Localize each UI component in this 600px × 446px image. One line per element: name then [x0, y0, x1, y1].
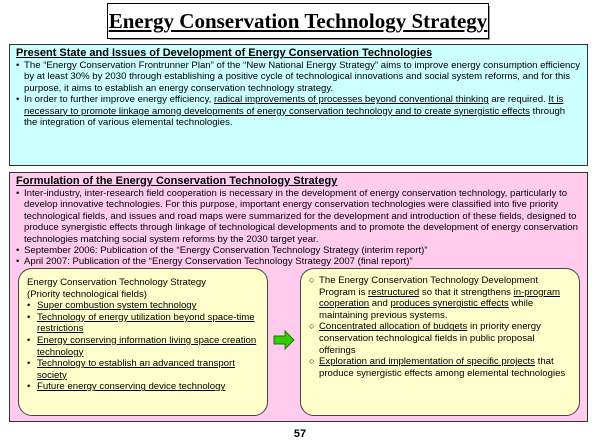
priority-field-item	[27, 312, 259, 335]
priority-field-item	[27, 358, 259, 381]
page-title: Energy Conservation Technology Strategy	[108, 8, 488, 33]
underlined-text: It is necessary to promote linkage among developments of energy conservation technology and to create synergistic effects	[24, 94, 564, 117]
title-area	[10, 3, 590, 41]
priority-fields-panel	[18, 268, 268, 416]
action-text: while maintaining previous systems.	[319, 298, 534, 321]
bullet-text: In order to further improve energy efficiency,	[24, 94, 215, 106]
title-box	[107, 3, 489, 39]
formulation-bullet-3	[16, 256, 581, 267]
priority-fields-subtitle: (Priority technological fields)	[27, 288, 147, 300]
present-state-heading: Present State and Issues of Development of Energy Conservation Technologies	[16, 47, 433, 59]
present-state-bullet-2	[16, 94, 581, 128]
bullet-dot: •	[27, 358, 31, 370]
bullet-text: April 2007: Publication of the “Energy Conservation Technology Strategy 2007 (final report)”	[24, 256, 413, 268]
right-arrow-icon	[273, 330, 295, 350]
priority-field-label: Technology to establish an advanced transport society	[37, 358, 235, 381]
bullet-dot: •	[16, 256, 20, 268]
underlined-text: radical improvements of processes beyond conventional thinking	[214, 94, 489, 106]
bullet-dot: •	[27, 300, 31, 312]
action-text: so that it strengthens	[419, 286, 514, 298]
underlined-text: Exploration and implementation of specific projects	[319, 356, 535, 368]
bullet-text: The “Energy Conservation Frontrunner Plan” of the “New National Energy Strategy” aims to improve energy consumption efficiency by at least 30% by 2030 through establishing a positive cycle of technological innovations and social system reforms, and for this purpose, it aims to establish an energy conservation technology strategy.	[24, 60, 580, 94]
bullet-dot: •	[16, 60, 20, 71]
bullet-dot: •	[27, 381, 31, 393]
underlined-text: Concentrated allocation of budgets	[319, 321, 468, 333]
formulation-bullet-2	[16, 245, 581, 256]
program-action-item	[309, 321, 571, 356]
present-state-bullet-1	[16, 60, 581, 94]
program-action-item	[309, 275, 571, 321]
circle-bullet-icon: ○	[309, 356, 315, 367]
bullet-text: through the integration of various elemental technologies.	[24, 105, 566, 129]
priority-field-item	[27, 381, 259, 393]
priority-field-item	[27, 300, 259, 312]
page-number: 57	[293, 428, 307, 440]
present-state-section	[9, 44, 588, 166]
action-text: in priority energy conservation technological fields in public proposal offerings	[319, 321, 541, 356]
bullet-dot: •	[16, 94, 20, 106]
bullet-dot: •	[16, 188, 20, 199]
formulation-bullet-1	[16, 188, 581, 245]
underlined-text: restructured	[368, 286, 420, 298]
priority-field-label: Energy conserving information living space creation technology	[37, 334, 257, 358]
bullet-dot: •	[27, 311, 31, 323]
priority-field-label: Future energy conserving device technology	[37, 381, 226, 393]
bullet-text: Inter-industry, inter-research field cooperation is necessary in the development of energy conservation technology, particularly to develop innovative technologies. For this purpose, important energy conservation technologies were classified into five priority technological fields, and issues and road maps were summarized for the development and introduction of these fields, designed to produce synergistic effects through linkage of technological developments and to promote the development of energy conservation technologies matching social system reforms by the 2030 target year.	[24, 188, 578, 245]
priority-field-label: Super combustion system technology	[37, 300, 197, 312]
bullet-text: are required.	[488, 94, 549, 106]
formulation-heading: Formulation of the Energy Conservation Technology Strategy	[16, 175, 338, 187]
bullet-dot: •	[27, 334, 31, 346]
priority-field-item	[27, 335, 259, 358]
bullet-text: September 2006: Publication of the “Energy Conservation Technology Strategy (interim report)”	[24, 245, 428, 257]
action-text: that produce synergistic effects among elemental technologies	[319, 356, 566, 379]
circle-bullet-icon: ○	[309, 321, 315, 332]
program-actions-panel	[300, 268, 580, 416]
action-text: and	[369, 298, 391, 310]
priority-field-label: Technology of energy utilization beyond space-time restrictions	[37, 311, 255, 335]
bullet-dot: •	[16, 245, 20, 257]
priority-fields-title: Energy Conservation Technology Strategy	[27, 277, 207, 288]
circle-bullet-icon: ○	[309, 275, 315, 285]
underlined-text: produces synergistic effects	[390, 298, 509, 310]
action-text: The Energy Conservation Technology Development Program is	[319, 275, 539, 298]
underlined-text: in-program cooperation	[319, 286, 561, 310]
program-action-item	[309, 356, 571, 379]
